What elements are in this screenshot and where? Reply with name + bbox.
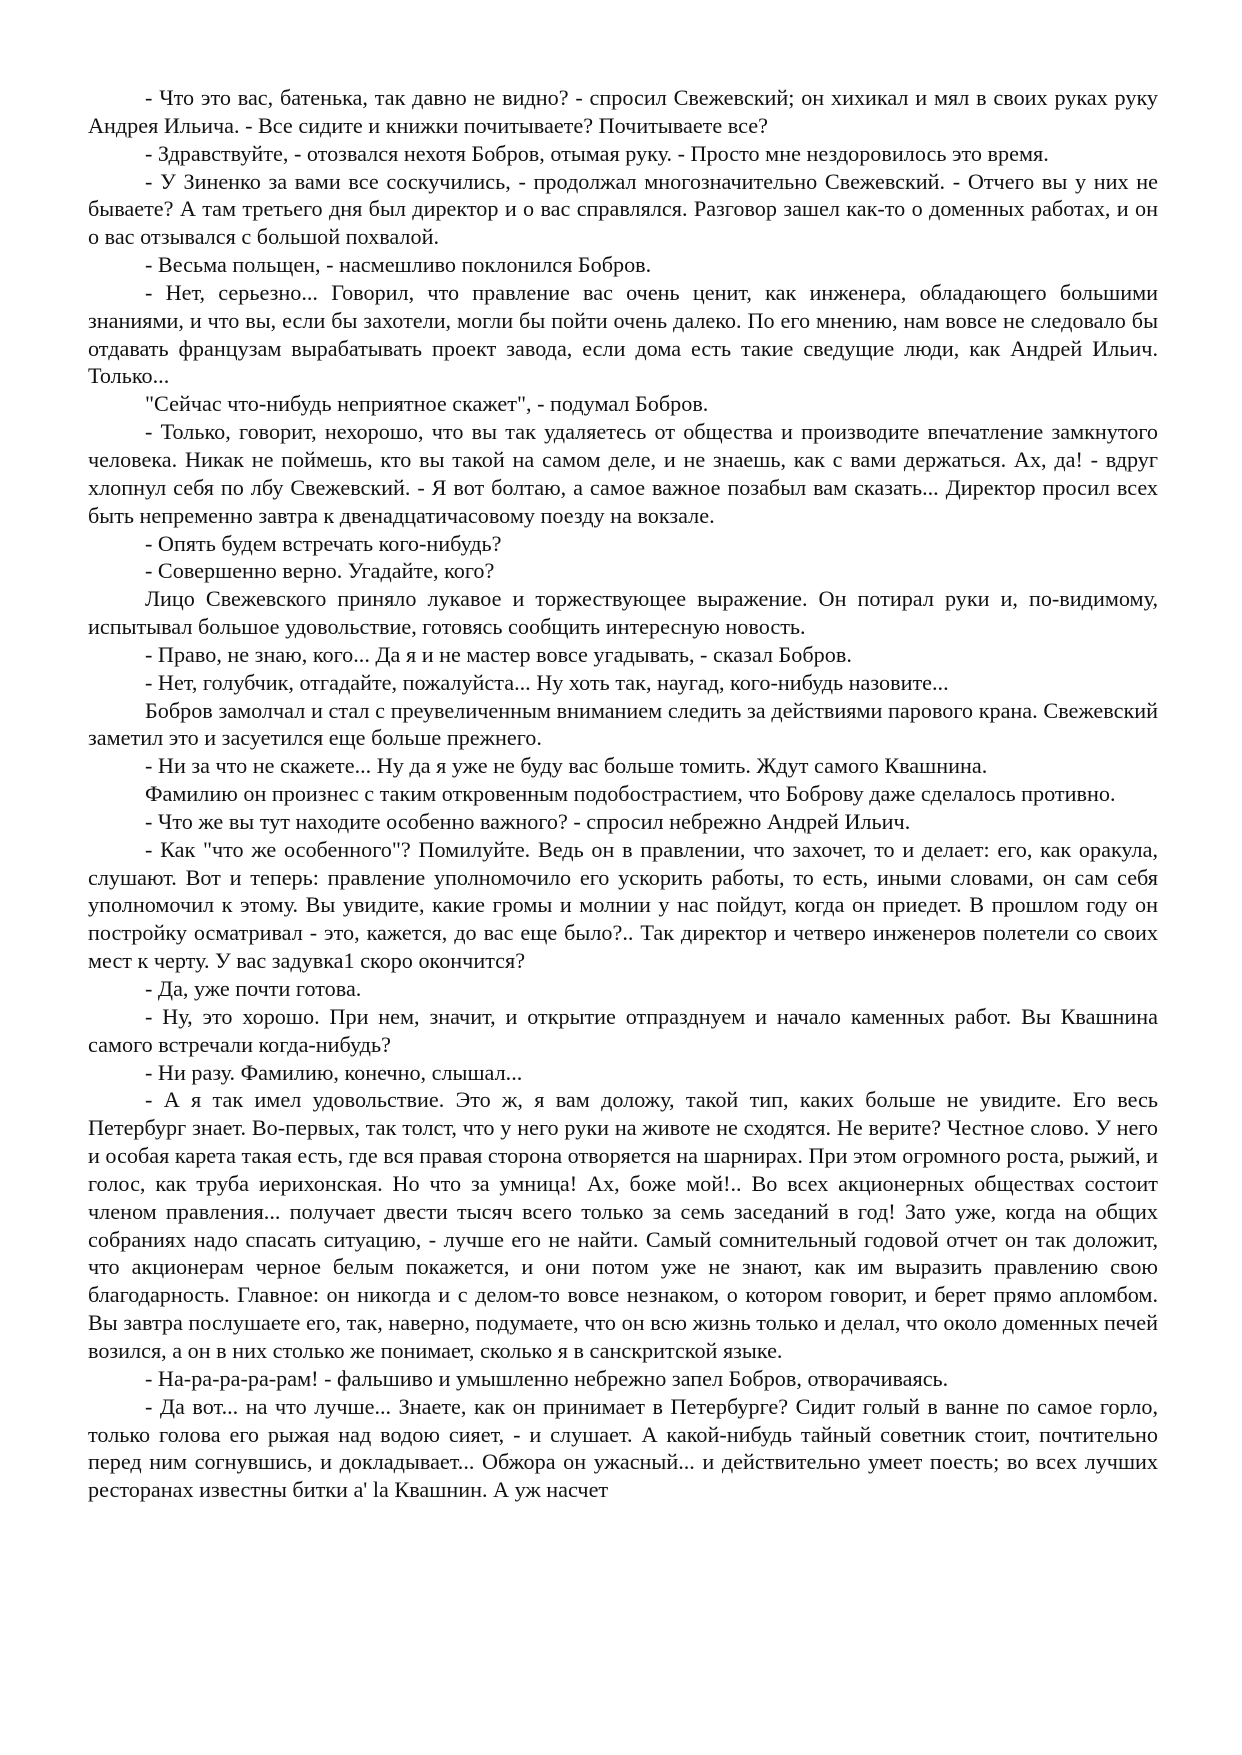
paragraph: Лицо Свежевского приняло лукавое и торжествующее выражение. Он потирал руки и, по-видимому, испытывал большое удовольствие, готовясь сообщить интересную новость. bbox=[88, 586, 1158, 640]
paragraph: Бобров замолчал и стал с преувеличенным вниманием следить за действиями парового крана. Свежевский заметил это и засуетился еще больше прежнего. bbox=[88, 697, 1158, 751]
paragraph: - Опять будем встречать кого-нибудь? bbox=[145, 530, 502, 556]
paragraph: - Что это вас, батенька, так давно не видно? - спросил Свежевский; он хихикал и мял в своих руках руку Андрея Ильича. - Все сидите и книжки почитываете? Почитываете все? bbox=[88, 85, 1158, 138]
paragraph: - Что же вы тут находите особенно важного? - спросил небрежно Андрей Ильич. bbox=[145, 808, 911, 834]
paragraph: - А я так имел удовольствие. Это ж, я вам доложу, такой тип, каких больше не увидите. Его весь Петербург знает. Во-первых, так толст, что у него руки на животе не сходятся. Не верите? Честное слово. У него и особая карета такая есть, где вся правая сторона отворяется на шарнирах. При этом огромного роста, рыжий, и голос, как труба иерихонская. Но что за умница! Ах, боже мой!.. Во всех акционерных обществах состоит членом правления... получает двести тысяч всего только за семь заседаний в год! Зато уже, когда на общих собраниях надо спасать ситуацию, - лучше его не найти. Самый сомнительный годовой отчет он так доложит, что акционерам черное белым покажется, и они потом уже не знают, как им выразить правлению свою благодарность. Главное: он никогда и с делом-то вовсе незнаком, о котором говорит, и берет прямо апломбом. Вы завтра послушаете его, так, наверно, подумаете, что он всю жизнь только и делал, что около доменных печей возился, а он в них столько же понимает, сколько я в санскритской языке. bbox=[88, 1087, 1158, 1363]
paragraph: - Ну, это хорошо. При нем, значит, и открытие отпразднуем и начало каменных работ. Вы Квашнина самого встречали когда-нибудь? bbox=[88, 1003, 1158, 1057]
paragraph: - Здравствуйте, - отозвался нехотя Бобров, отымая руку. - Просто мне нездоровилось это время. bbox=[145, 140, 1049, 166]
paragraph: - Только, говорит, нехорошо, что вы так удаляетесь от общества и производите впечатление замкнутого человека. Никак не поймешь, кто вы такой на самом деле, и не знаешь, как с вами держаться. Ах, да! - вдруг хлопнул себя по лбу Свежевский. - Я вот болтаю, а самое важное позабыл вам сказать... Директор просил всех быть непременно завтра к двенадцатичасовому поезду на вокзале. bbox=[88, 419, 1158, 528]
paragraph: - Весьма польщен, - насмешливо поклонился Бобров. bbox=[145, 252, 652, 278]
paragraph: - Ни за что не скажете... Ну да я уже не буду вас больше томить. Ждут самого Квашнина. bbox=[145, 753, 988, 779]
paragraph: - Да вот... на что лучше... Знаете, как он принимает в Петербурге? Сидит голый в ванне по самое горло, только голова его рыжая над водою сияет, - и слушает. А какой-нибудь тайный советник стоит, почтительно перед ним согнувшись, и докладывает... Обжора он ужасный... и действительно умеет поесть; во всех лучших ресторанах известны битки a' la Квашнин. А уж насчет bbox=[88, 1393, 1158, 1503]
paragraph: - Совершенно верно. Угадайте, кого? bbox=[145, 558, 495, 584]
paragraph: - На-ра-ра-ра-рам! - фальшиво и умышленно небрежно запел Бобров, отворачиваясь. bbox=[145, 1365, 949, 1391]
paragraph: - Право, не знаю, кого... Да я и не мастер вовсе угадывать, - сказал Бобров. bbox=[145, 641, 852, 667]
document-page bbox=[88, 84, 1158, 1504]
paragraph: - Да, уже почти готова. bbox=[145, 976, 362, 1001]
paragraph: - Нет, голубчик, отгадайте, пожалуйста... Ну хоть так, наугад, кого-нибудь назовите... bbox=[145, 669, 949, 695]
paragraph: - Как "что же особенного"? Помилуйте. Ведь он в правлении, что захочет, то и делает: его, как оракула, слушают. Вот и теперь: правление уполномочило его ускорить работы, то есть, иными словами, он сам себя уполномочил к этому. Вы увидите, какие громы и молнии у нас пойдут, когда он приедет. В прошлом году он постройку осматривал - это, кажется, до вас еще было?.. Так директор и четверо инженеров полетели со своих мест к черту. У вас задувка1 скоро окончится? bbox=[88, 836, 1158, 974]
paragraph: "Сейчас что-нибудь неприятное скажет", - подумал Бобров. bbox=[145, 391, 709, 417]
paragraph: Фамилию он произнес с таким откровенным подобострастием, что Боброву даже сделалось противно. bbox=[145, 781, 1116, 807]
paragraph: - Ни разу. Фамилию, конечно, слышал... bbox=[145, 1059, 523, 1085]
paragraph: - У Зиненко за вами все соскучились, - продолжал многозначительно Свежевский. - Отчего вы у них не бываете? А там третьего дня был директор и о вас справлялся. Разговор зашел как-то о доменных работах, и он о вас отзывался с большой похвалой. bbox=[88, 168, 1158, 250]
paragraph: - Нет, серьезно... Говорил, что правление вас очень ценит, как инженера, обладающего большими знаниями, и что вы, если бы захотели, могли бы пойти очень далеко. По его мнению, нам вовсе не следовало бы отдавать французам вырабатывать проект завода, если дома есть такие сведущие люди, как Андрей Ильич. Только... bbox=[88, 279, 1158, 389]
